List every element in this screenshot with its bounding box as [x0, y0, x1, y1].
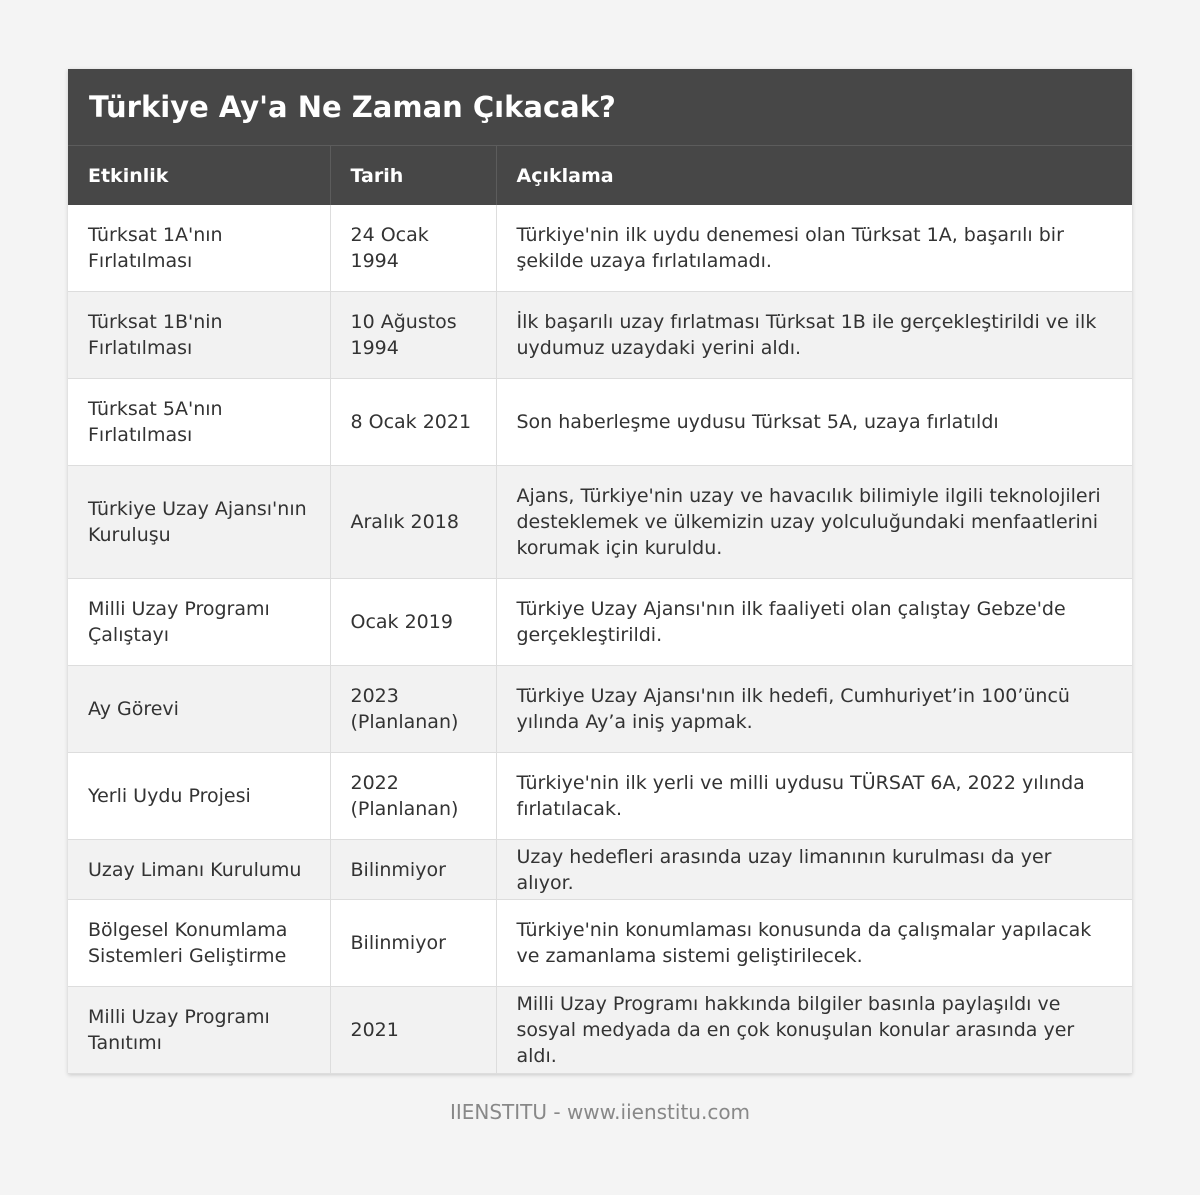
- date-cell: 10 Ağustos 1994: [330, 292, 496, 379]
- event-cell: Türksat 1B'nin Fırlatılması: [68, 292, 330, 379]
- event-cell: Türkiye Uzay Ajansı'nın Kuruluşu: [68, 466, 330, 579]
- description-cell: Milli Uzay Programı hakkında bilgiler basınla paylaşıldı ve sosyal medyada da en çok konuşulan konular arasında yer aldı.: [496, 987, 1132, 1074]
- header-row: [68, 146, 1132, 205]
- column-header-event: Etkinlik: [68, 146, 330, 205]
- table-row: [68, 292, 1132, 379]
- column-header-date: Tarih: [330, 146, 496, 205]
- date-cell: 24 Ocak 1994: [330, 205, 496, 292]
- description-cell: Son haberleşme uydusu Türksat 5A, uzaya fırlatıldı: [496, 379, 1132, 466]
- table-row: [68, 379, 1132, 466]
- date-cell: Bilinmiyor: [330, 900, 496, 987]
- date-cell: Bilinmiyor: [330, 840, 496, 900]
- event-cell: Türksat 1A'nın Fırlatılması: [68, 205, 330, 292]
- description-cell: Türkiye'nin ilk yerli ve milli uydusu TÜRSAT 6A, 2022 yılında fırlatılacak.: [496, 753, 1132, 840]
- event-cell: Türksat 5A'nın Fırlatılması: [68, 379, 330, 466]
- event-cell: Ay Görevi: [68, 666, 330, 753]
- description-cell: Ajans, Türkiye'nin uzay ve havacılık bilimiyle ilgili teknolojileri desteklemek ve ülkemizin uzay yolculuğundaki menfaatlerini korumak için kuruldu.: [496, 466, 1132, 579]
- date-cell: Aralık 2018: [330, 466, 496, 579]
- table-row: [68, 205, 1132, 292]
- date-cell: Ocak 2019: [330, 579, 496, 666]
- event-cell: Milli Uzay Programı Çalıştayı: [68, 579, 330, 666]
- column-header-description: Açıklama: [496, 146, 1132, 205]
- event-cell: Bölgesel Konumlama Sistemleri Geliştirme: [68, 900, 330, 987]
- table-card: [68, 69, 1132, 1074]
- date-cell: 2021: [330, 987, 496, 1074]
- date-cell: 2023 (Planlanan): [330, 666, 496, 753]
- table-row: [68, 466, 1132, 579]
- event-cell: Uzay Limanı Kurulumu: [68, 840, 330, 900]
- table-row: [68, 753, 1132, 840]
- table-row: [68, 840, 1132, 900]
- table-row: [68, 987, 1132, 1074]
- event-cell: Yerli Uydu Projesi: [68, 753, 330, 840]
- table-title: Türkiye Ay'a Ne Zaman Çıkacak?: [68, 69, 1132, 146]
- description-cell: Uzay hedefleri arasında uzay limanının kurulması da yer alıyor.: [496, 840, 1132, 900]
- description-cell: Türkiye'nin konumlaması konusunda da çalışmalar yapılacak ve zamanlama sistemi geliştirilecek.: [496, 900, 1132, 987]
- footer-credit: IIENSTITU - www.iienstitu.com: [449, 1100, 751, 1124]
- date-cell: 2022 (Planlanan): [330, 753, 496, 840]
- timeline-table: [68, 146, 1132, 1074]
- description-cell: Türkiye'nin ilk uydu denemesi olan Türksat 1A, başarılı bir şekilde uzaya fırlatılamadı.: [496, 205, 1132, 292]
- description-cell: Türkiye Uzay Ajansı'nın ilk faaliyeti olan çalıştay Gebze'de gerçekleştirildi.: [496, 579, 1132, 666]
- table-row: [68, 666, 1132, 753]
- date-cell: 8 Ocak 2021: [330, 379, 496, 466]
- table-row: [68, 579, 1132, 666]
- table-row: [68, 900, 1132, 987]
- description-cell: Türkiye Uzay Ajansı'nın ilk hedefi, Cumhuriyet’in 100’üncü yılında Ay’a iniş yapmak.: [496, 666, 1132, 753]
- event-cell: Milli Uzay Programı Tanıtımı: [68, 987, 330, 1074]
- description-cell: İlk başarılı uzay fırlatması Türksat 1B ile gerçekleştirildi ve ilk uydumuz uzaydaki yerini aldı.: [496, 292, 1132, 379]
